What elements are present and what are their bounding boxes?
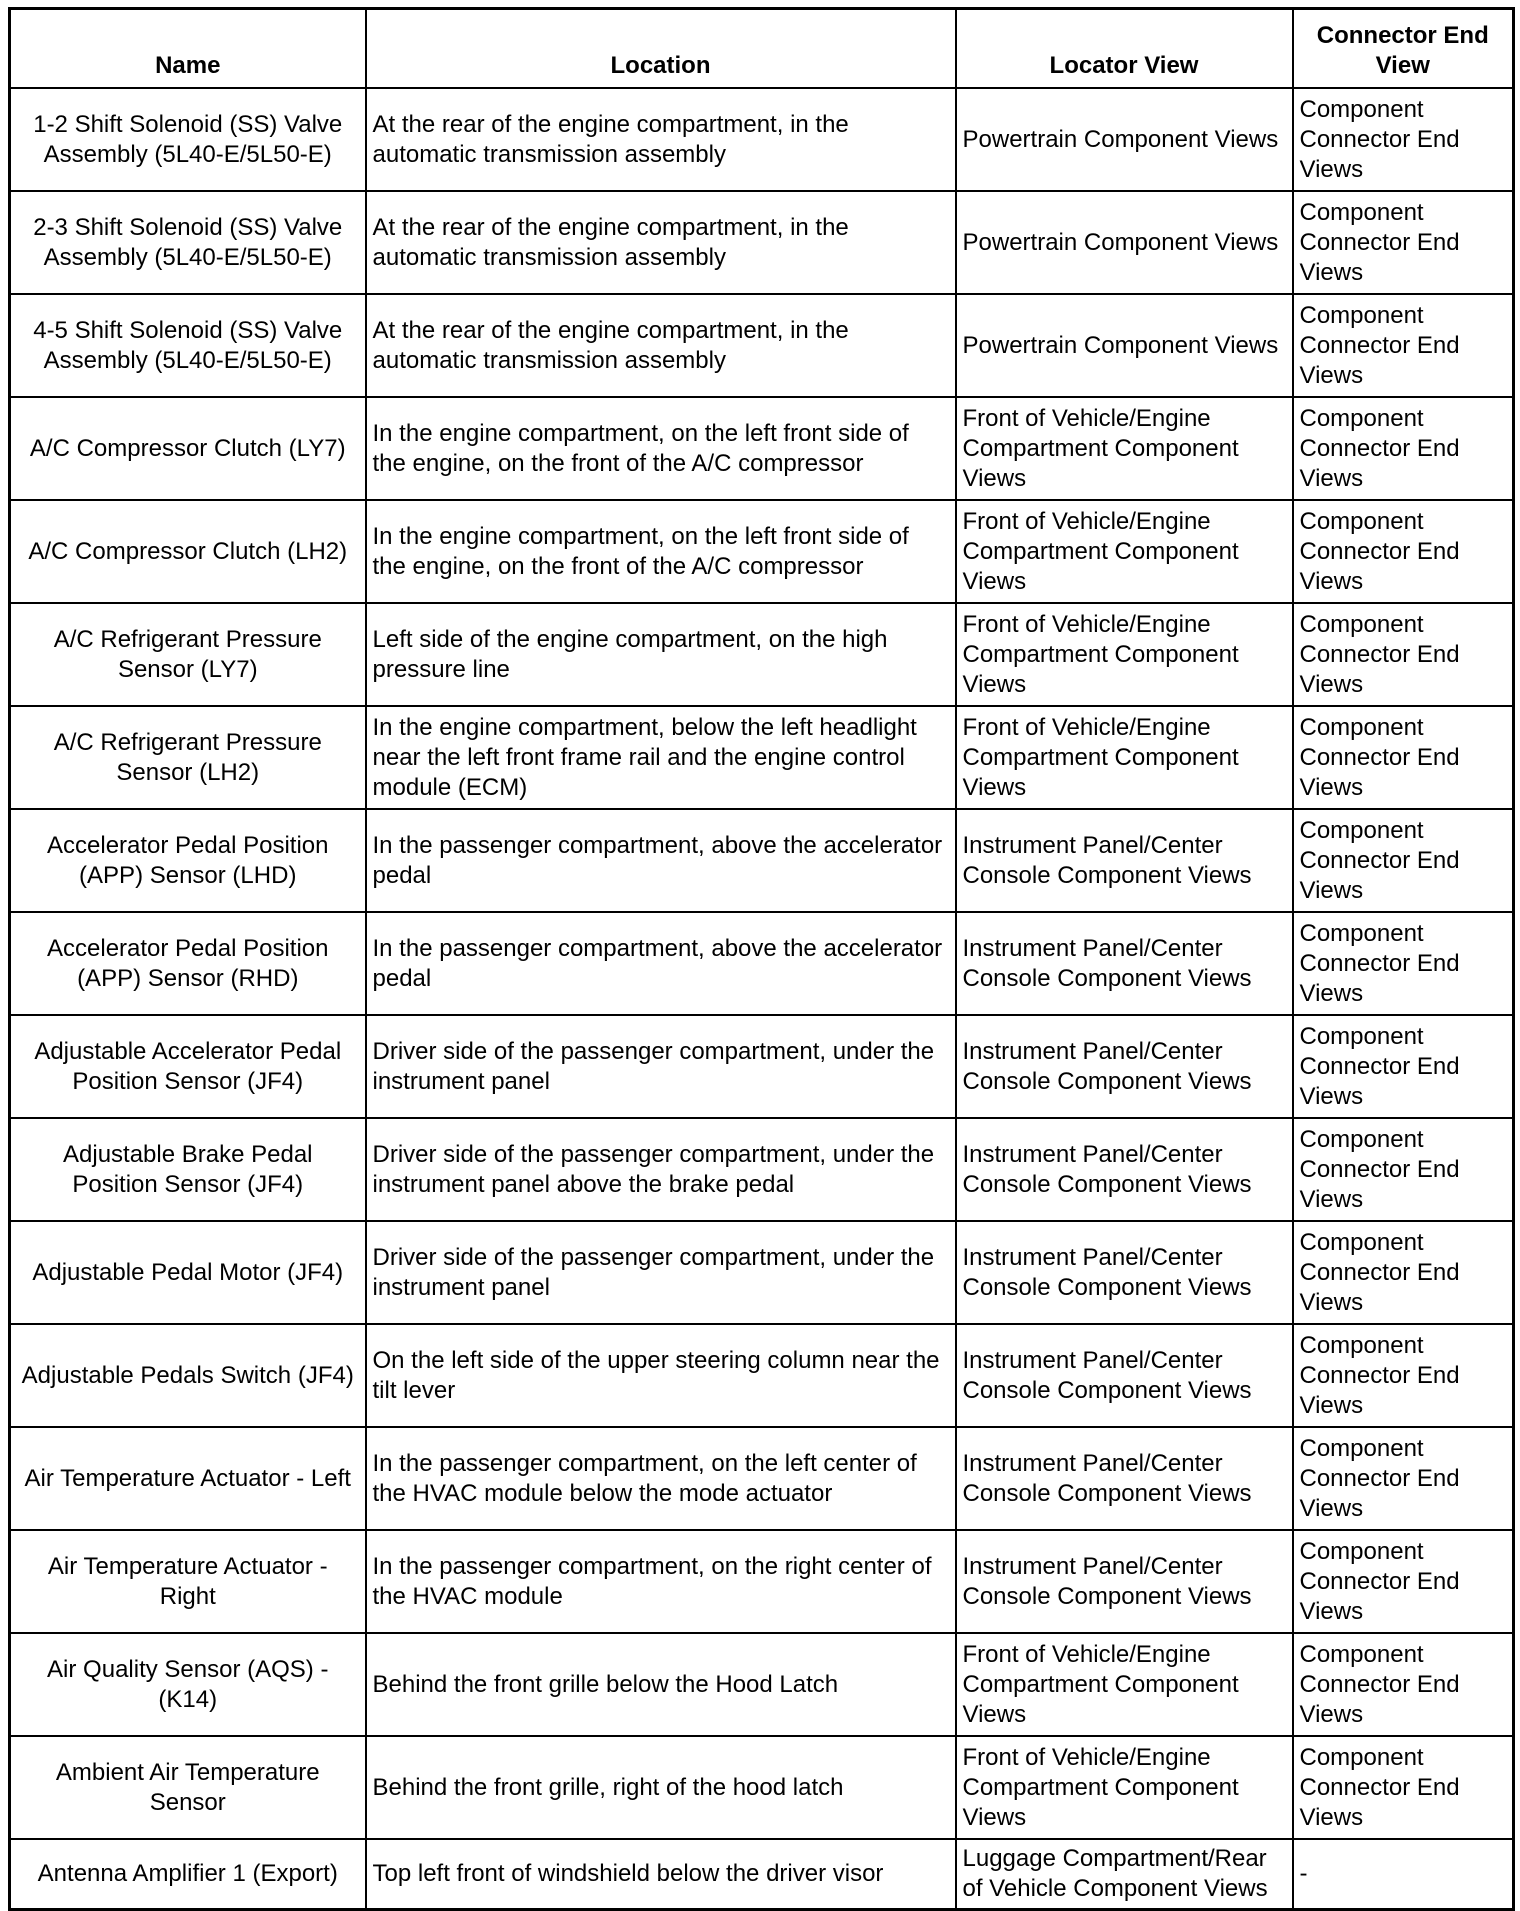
table-row — [10, 1118, 1514, 1221]
cell-name: 4-5 Shift Solenoid (SS) Valve Assembly (5L40-E/5L50-E) — [10, 294, 366, 397]
table-row — [10, 88, 1514, 191]
cell-name: 1-2 Shift Solenoid (SS) Valve Assembly (5L40-E/5L50-E) — [10, 88, 366, 191]
cell-connector-end-view: Component Connector End Views — [1293, 397, 1514, 500]
cell-connector-end-view: Component Connector End Views — [1293, 912, 1514, 1015]
cell-connector-end-view: Component Connector End Views — [1293, 1530, 1514, 1633]
cell-location: In the engine compartment, below the left headlight near the left front frame rail and the engine control module (ECM) — [366, 706, 956, 809]
cell-locator-view: Instrument Panel/Center Console Component Views — [956, 1118, 1293, 1221]
cell-location: Left side of the engine compartment, on the high pressure line — [366, 603, 956, 706]
cell-location: Driver side of the passenger compartment, under the instrument panel — [366, 1015, 956, 1118]
cell-connector-end-view: - — [1293, 1839, 1514, 1909]
cell-name: Accelerator Pedal Position (APP) Sensor (LHD) — [10, 809, 366, 912]
cell-connector-end-view: Component Connector End Views — [1293, 706, 1514, 809]
table-row — [10, 603, 1514, 706]
cell-name: Adjustable Pedals Switch (JF4) — [10, 1324, 366, 1427]
cell-location: In the passenger compartment, above the accelerator pedal — [366, 912, 956, 1015]
cell-name: Air Temperature Actuator - Right — [10, 1530, 366, 1633]
table-row — [10, 706, 1514, 809]
table-row — [10, 397, 1514, 500]
cell-location: Driver side of the passenger compartment, under the instrument panel — [366, 1221, 956, 1324]
cell-locator-view: Instrument Panel/Center Console Component Views — [956, 1530, 1293, 1633]
cell-connector-end-view: Component Connector End Views — [1293, 809, 1514, 912]
cell-location: On the left side of the upper steering column near the tilt lever — [366, 1324, 956, 1427]
cell-locator-view: Instrument Panel/Center Console Component Views — [956, 912, 1293, 1015]
cell-name: Antenna Amplifier 1 (Export) — [10, 1839, 366, 1909]
cell-connector-end-view: Component Connector End Views — [1293, 1118, 1514, 1221]
cell-locator-view: Powertrain Component Views — [956, 191, 1293, 294]
cell-location: At the rear of the engine compartment, in the automatic transmission assembly — [366, 88, 956, 191]
cell-name: A/C Compressor Clutch (LH2) — [10, 500, 366, 603]
cell-name: Ambient Air Temperature Sensor — [10, 1736, 366, 1839]
cell-location: In the passenger compartment, above the accelerator pedal — [366, 809, 956, 912]
cell-locator-view: Instrument Panel/Center Console Component Views — [956, 1324, 1293, 1427]
table-row — [10, 1427, 1514, 1530]
cell-name: Accelerator Pedal Position (APP) Sensor (RHD) — [10, 912, 366, 1015]
cell-locator-view: Front of Vehicle/Engine Compartment Component Views — [956, 397, 1293, 500]
cell-location: Driver side of the passenger compartment, under the instrument panel above the brake pedal — [366, 1118, 956, 1221]
cell-location: Behind the front grille, right of the hood latch — [366, 1736, 956, 1839]
table-body — [10, 88, 1514, 1909]
table-row — [10, 1839, 1514, 1909]
table-row — [10, 1633, 1514, 1736]
cell-locator-view: Front of Vehicle/Engine Compartment Component Views — [956, 603, 1293, 706]
cell-locator-view: Front of Vehicle/Engine Compartment Component Views — [956, 1633, 1293, 1736]
header-name: Name — [10, 9, 366, 89]
cell-connector-end-view: Component Connector End Views — [1293, 1324, 1514, 1427]
cell-name: Air Quality Sensor (AQS) - (K14) — [10, 1633, 366, 1736]
cell-connector-end-view: Component Connector End Views — [1293, 294, 1514, 397]
table-row — [10, 912, 1514, 1015]
cell-location: In the engine compartment, on the left front side of the engine, on the front of the A/C compressor — [366, 397, 956, 500]
cell-name: Adjustable Pedal Motor (JF4) — [10, 1221, 366, 1324]
cell-name: A/C Refrigerant Pressure Sensor (LH2) — [10, 706, 366, 809]
cell-locator-view: Instrument Panel/Center Console Component Views — [956, 1015, 1293, 1118]
cell-location: Behind the front grille below the Hood Latch — [366, 1633, 956, 1736]
cell-location: At the rear of the engine compartment, in the automatic transmission assembly — [366, 294, 956, 397]
cell-locator-view: Instrument Panel/Center Console Component Views — [956, 1221, 1293, 1324]
cell-connector-end-view: Component Connector End Views — [1293, 500, 1514, 603]
cell-locator-view: Front of Vehicle/Engine Compartment Component Views — [956, 1736, 1293, 1839]
cell-locator-view: Luggage Compartment/Rear of Vehicle Component Views — [956, 1839, 1293, 1909]
cell-locator-view: Powertrain Component Views — [956, 88, 1293, 191]
table-row — [10, 1015, 1514, 1118]
cell-connector-end-view: Component Connector End Views — [1293, 1221, 1514, 1324]
cell-name: Adjustable Brake Pedal Position Sensor (JF4) — [10, 1118, 366, 1221]
cell-location: At the rear of the engine compartment, in the automatic transmission assembly — [366, 191, 956, 294]
table-row — [10, 500, 1514, 603]
table-row — [10, 191, 1514, 294]
cell-name: Adjustable Accelerator Pedal Position Sensor (JF4) — [10, 1015, 366, 1118]
cell-locator-view: Powertrain Component Views — [956, 294, 1293, 397]
cell-name: A/C Refrigerant Pressure Sensor (LY7) — [10, 603, 366, 706]
cell-locator-view: Instrument Panel/Center Console Component Views — [956, 1427, 1293, 1530]
cell-connector-end-view: Component Connector End Views — [1293, 603, 1514, 706]
table-row — [10, 294, 1514, 397]
cell-connector-end-view: Component Connector End Views — [1293, 1633, 1514, 1736]
cell-name: A/C Compressor Clutch (LY7) — [10, 397, 366, 500]
cell-name: 2-3 Shift Solenoid (SS) Valve Assembly (5L40-E/5L50-E) — [10, 191, 366, 294]
table-row — [10, 1221, 1514, 1324]
table-row — [10, 809, 1514, 912]
cell-connector-end-view: Component Connector End Views — [1293, 1427, 1514, 1530]
cell-location: In the engine compartment, on the left front side of the engine, on the front of the A/C compressor — [366, 500, 956, 603]
cell-location: In the passenger compartment, on the left center of the HVAC module below the mode actuator — [366, 1427, 956, 1530]
cell-location: Top left front of windshield below the driver visor — [366, 1839, 956, 1909]
cell-location: In the passenger compartment, on the right center of the HVAC module — [366, 1530, 956, 1633]
table-row — [10, 1324, 1514, 1427]
table-row — [10, 1736, 1514, 1839]
cell-locator-view: Front of Vehicle/Engine Compartment Component Views — [956, 706, 1293, 809]
header-row — [10, 9, 1514, 89]
table-row — [10, 1530, 1514, 1633]
cell-locator-view: Front of Vehicle/Engine Compartment Component Views — [956, 500, 1293, 603]
header-location: Location — [366, 9, 956, 89]
cell-locator-view: Instrument Panel/Center Console Component Views — [956, 809, 1293, 912]
header-locator-view: Locator View — [956, 9, 1293, 89]
cell-connector-end-view: Component Connector End Views — [1293, 88, 1514, 191]
cell-connector-end-view: Component Connector End Views — [1293, 1015, 1514, 1118]
cell-connector-end-view: Component Connector End Views — [1293, 1736, 1514, 1839]
cell-name: Air Temperature Actuator - Left — [10, 1427, 366, 1530]
component-locator-table — [8, 7, 1515, 1911]
cell-connector-end-view: Component Connector End Views — [1293, 191, 1514, 294]
header-connector-end-view: Connector End View — [1293, 9, 1514, 89]
